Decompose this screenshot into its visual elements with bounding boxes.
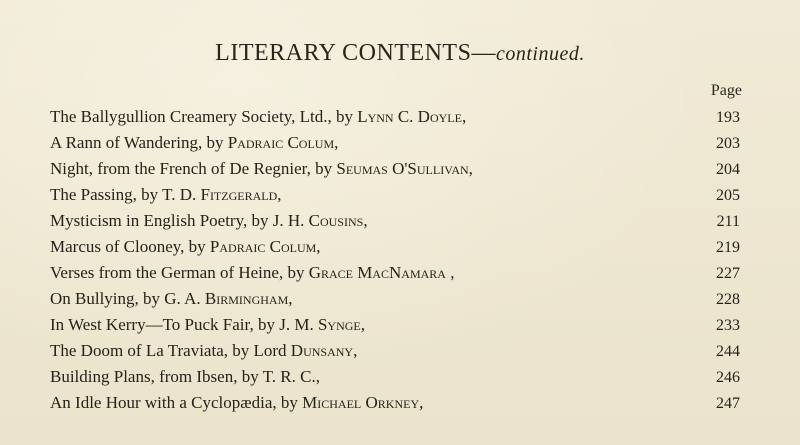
entry-punctuation: , bbox=[419, 393, 424, 412]
entry-text bbox=[50, 312, 365, 338]
contents-entry bbox=[50, 260, 740, 286]
entry-punctuation: , bbox=[288, 289, 293, 308]
entry-page-number: 233 bbox=[716, 317, 740, 334]
entry-title: Night, from the French of De Regnier, by bbox=[50, 159, 337, 178]
entry-text bbox=[50, 260, 454, 286]
entry-punctuation: , bbox=[334, 133, 339, 152]
page-heading bbox=[0, 40, 800, 67]
entry-page-number: 246 bbox=[716, 369, 740, 386]
entry-author: Michael Orkney bbox=[302, 393, 420, 412]
contents-entry bbox=[50, 234, 740, 260]
entry-page-number: 228 bbox=[716, 291, 740, 308]
entry-text bbox=[50, 234, 321, 260]
entry-page-number: 211 bbox=[716, 213, 740, 230]
contents-entry bbox=[50, 182, 740, 208]
entry-title: Building Plans, from Ibsen, by T. R. C., bbox=[50, 367, 320, 386]
contents-entry bbox=[50, 286, 740, 312]
contents-entry bbox=[50, 104, 740, 130]
entry-page-number: 204 bbox=[716, 161, 740, 178]
entry-punctuation: , bbox=[363, 211, 368, 230]
contents-list bbox=[50, 104, 740, 416]
entry-punctuation: , bbox=[316, 237, 321, 256]
entry-text bbox=[50, 156, 473, 182]
entry-text bbox=[50, 104, 466, 130]
entry-page-number: 219 bbox=[716, 239, 740, 256]
entry-text bbox=[50, 130, 338, 156]
entry-page-number: 205 bbox=[716, 187, 740, 204]
contents-entry bbox=[50, 338, 740, 364]
entry-title: In West Kerry—To Puck Fair, by J. M. bbox=[50, 315, 318, 334]
entry-author: Synge bbox=[317, 315, 361, 334]
entry-page-number: 193 bbox=[716, 109, 740, 126]
entry-author: Cousins bbox=[308, 211, 364, 230]
heading-main: LITERARY CONTENTS— bbox=[215, 40, 496, 66]
entry-punctuation: , bbox=[353, 341, 358, 360]
entry-page-number: 247 bbox=[716, 395, 740, 412]
entry-page-number: 227 bbox=[716, 265, 740, 282]
entry-title: The Doom of La Traviata, by Lord bbox=[50, 341, 291, 360]
entry-punctuation: , bbox=[445, 263, 455, 282]
page-column-label: Page bbox=[710, 82, 742, 99]
heading-continued: continued. bbox=[495, 43, 585, 65]
contents-entry bbox=[50, 364, 740, 390]
entry-title: The Passing, by T. D. bbox=[50, 185, 201, 204]
entry-title: A Rann of Wandering, by bbox=[50, 133, 228, 152]
entry-author: Lynn C. Doyle bbox=[357, 107, 462, 126]
entry-text bbox=[50, 364, 320, 390]
entry-punctuation: , bbox=[360, 315, 365, 334]
entry-author: Seumas O'Sullivan bbox=[336, 159, 469, 178]
entry-title: The Ballygullion Creamery Society, Ltd., by bbox=[50, 107, 358, 126]
contents-entry bbox=[50, 156, 740, 182]
entry-author: Grace MacNamara bbox=[308, 263, 446, 282]
entry-author: Dunsany bbox=[290, 341, 354, 360]
entry-author: Fitzgerald bbox=[200, 185, 278, 204]
entry-author: Padraic Colum bbox=[227, 133, 335, 152]
entry-text bbox=[50, 338, 357, 364]
entry-title: On Bullying, by G. A. bbox=[50, 289, 205, 308]
entry-title: An Idle Hour with a Cyclopædia, by bbox=[50, 393, 303, 412]
entry-text bbox=[50, 390, 423, 416]
entry-author: Padraic Colum bbox=[209, 237, 317, 256]
entry-page-number: 244 bbox=[716, 343, 740, 360]
entry-punctuation: , bbox=[461, 107, 467, 126]
entry-text bbox=[50, 182, 282, 208]
entry-title: Mysticism in English Poetry, by J. H. bbox=[50, 211, 309, 230]
contents-entry bbox=[50, 312, 740, 338]
contents-entry bbox=[50, 208, 740, 234]
entry-title: Marcus of Clooney, by bbox=[50, 237, 210, 256]
entry-punctuation: , bbox=[277, 185, 282, 204]
entry-text bbox=[50, 208, 368, 234]
contents-entry bbox=[50, 130, 740, 156]
entry-author: Birmingham bbox=[204, 289, 289, 308]
entry-title: Verses from the German of Heine, by bbox=[50, 263, 309, 282]
contents-entry bbox=[50, 390, 740, 416]
entry-page-number: 203 bbox=[716, 135, 740, 152]
entry-text bbox=[50, 286, 293, 312]
entry-punctuation: , bbox=[468, 159, 473, 178]
